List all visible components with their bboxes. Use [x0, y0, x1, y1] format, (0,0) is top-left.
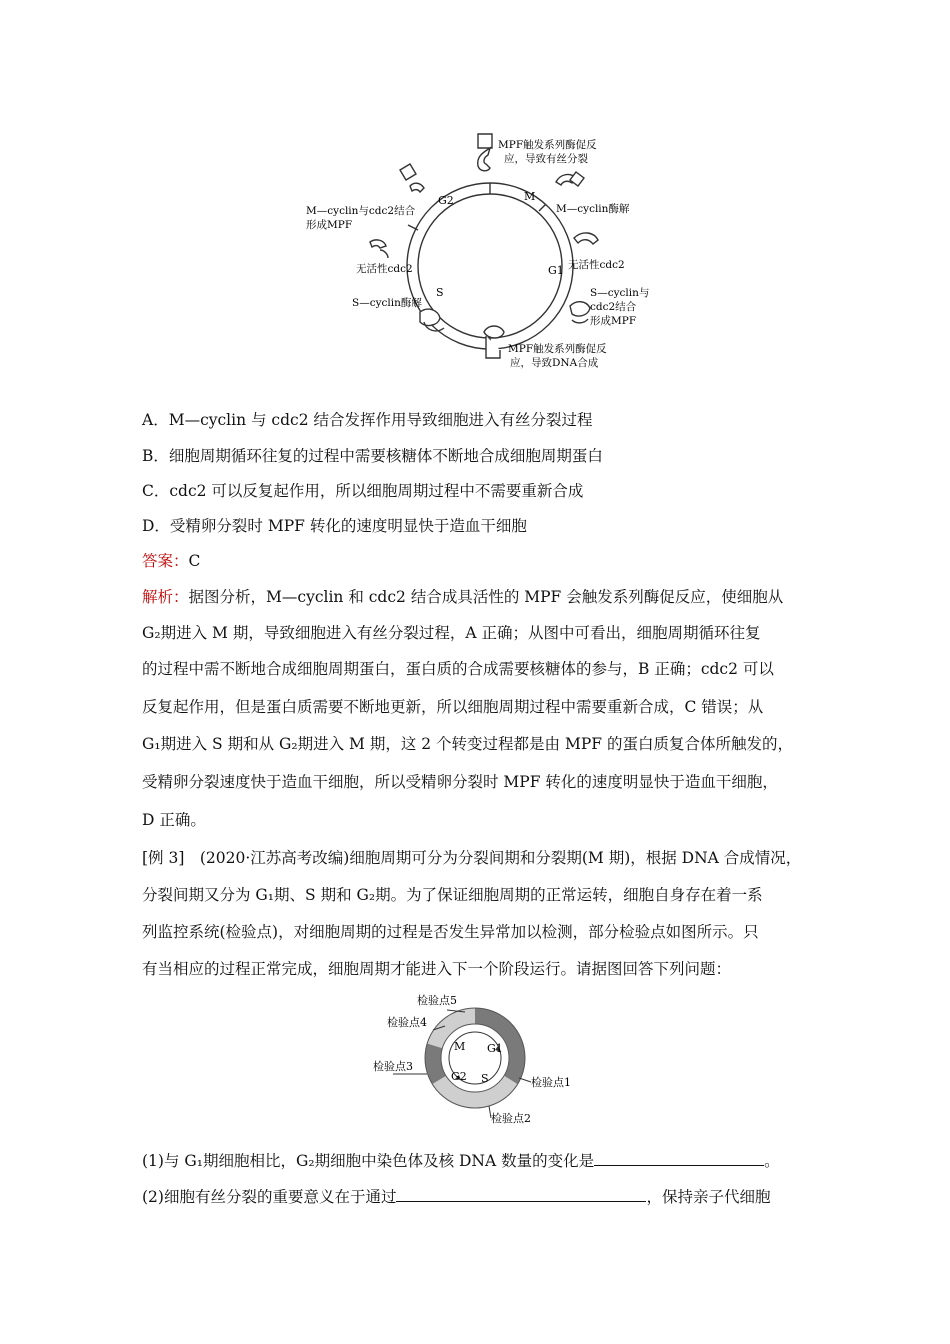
checkpoint-5: 检验点5 [417, 994, 457, 1007]
checkpoint-3: 检验点3 [373, 1060, 413, 1073]
phase-label-m: M [524, 190, 536, 203]
answer-value: C [188, 552, 201, 570]
anno-inactive-cdc2-right: 无活性cdc2 [568, 259, 625, 271]
analysis-label: 解析： [142, 588, 189, 606]
question-2 [142, 1187, 770, 1207]
analysis-line-6: 受精卵分裂速度快于造血干细胞，所以受精卵分裂时 MPF 转化的速度明显快于造血干细胞， [142, 773, 778, 791]
anno-mpf-dna-2: 应，导致DNA合成 [510, 357, 599, 369]
checkpoint-1: 检验点1 [531, 1076, 571, 1089]
figure-mpf-cycle [300, 126, 660, 376]
mpf-bottom-glyph [484, 326, 504, 358]
q1-end: 。 [764, 1152, 780, 1170]
phase-label-s: S [436, 286, 444, 299]
inactive-cdc2-right-glyph [574, 233, 598, 244]
option-a: A．M—cyclin 与 cdc2 结合发挥作用导致细胞进入有丝分裂过程 [142, 411, 593, 429]
example3-line-4: 有当相应的过程正常完成，细胞周期才能进入下一个阶段运行。请据图回答下列问题： [142, 960, 732, 978]
divider-right [539, 204, 546, 211]
anno-mpf-mitosis-1: MPF触发系列酶促反 [498, 139, 597, 151]
checkpoint-2: 检验点2 [491, 1112, 531, 1125]
option-d: D．受精卵分裂时 MPF 转化的速度明显快于造血干细胞 [142, 517, 527, 535]
analysis-line-5: G₁期进入 S 期和从 G₂期进入 M 期，这 2 个转变过程都是由 MPF 的蛋白质复合体所触发的， [142, 735, 793, 753]
figure-checkpoints [365, 990, 590, 1126]
pointer-cp1 [519, 1078, 531, 1082]
cp-phase-m: M [454, 1040, 466, 1053]
cp-phase-g1: G1 [487, 1042, 503, 1055]
anno-s-cyclin-degrade: S—cyclin酶解 [352, 297, 422, 309]
phase-label-g2: G2 [438, 194, 454, 207]
option-b: B．细胞周期循环往复的过程中需要核糖体不断地合成细胞周期蛋白 [142, 447, 603, 465]
m-cyclin-bind-glyph [400, 164, 424, 192]
s-cyclin-degrade-glyph [420, 309, 444, 331]
anno-m-cyclin-bind-2: 形成MPF [306, 219, 353, 231]
q2-text: (2)细胞有丝分裂的重要意义在于通过 [142, 1188, 397, 1206]
example3-line-1: [例 3] (2020·江苏高考改编)细胞周期可分为分裂间期和分裂期(M 期)，根据 DNA 合成情况， [142, 849, 802, 867]
mpf-top-glyph [478, 134, 492, 171]
q2-answer-blank[interactable] [396, 1187, 646, 1202]
anno-s-cyclin-bind-3: 形成MPF [590, 315, 637, 327]
anno-mpf-dna-1: MPF触发系列酶促反 [508, 343, 607, 355]
anno-m-cyclin-bind-1: M—cyclin与cdc2结合 [306, 205, 416, 217]
cp-phase-s: S [481, 1072, 489, 1085]
inactive-cdc2-left-glyph [370, 240, 388, 258]
option-c: C．cdc2 可以反复起作用，所以细胞周期过程中不需要重新合成 [142, 482, 584, 500]
anno-s-cyclin-bind-2: cdc2结合 [590, 301, 637, 313]
analysis-line-1 [142, 587, 783, 607]
cp-phase-g2: G2 [451, 1070, 467, 1083]
answer-label: 答案： [142, 552, 189, 570]
anno-mpf-mitosis-2: 应，导致有丝分裂 [504, 153, 588, 165]
analysis-line-7: D 正确。 [142, 811, 206, 829]
question-1 [142, 1151, 780, 1171]
analysis-text-1: 据图分析，M—cyclin 和 cdc2 结合成具活性的 MPF 会触发系列酶促反应，使细胞从 [188, 588, 784, 606]
s-cyclin-bind-glyph [570, 302, 590, 323]
phase-label-g1: G1 [548, 264, 564, 277]
example3-line-2: 分裂间期又分为 G₁期、S 期和 G₂期。为了保证细胞周期的正常运转，细胞自身存在着一系 [142, 886, 763, 904]
ring-g2-arc [433, 1046, 439, 1080]
analysis-line-4: 反复起作用，但是蛋白质需要不断地更新，所以细胞周期过程中需要重新合成，C 错误；从 [142, 698, 764, 716]
analysis-line-2: G₂期进入 M 期，导致细胞进入有丝分裂过程，A 正确；从图中可看出，细胞周期循环往复 [142, 624, 761, 642]
answer-line [142, 551, 200, 571]
m-cyclin-degrade-glyph [556, 172, 584, 186]
anno-inactive-cdc2-left: 无活性cdc2 [356, 263, 413, 275]
analysis-line-3: 的过程中需不断地合成细胞周期蛋白，蛋白质的合成需要核糖体的参与，B 正确；cdc2 可以 [142, 660, 774, 678]
checkpoint-4: 检验点4 [387, 1016, 427, 1029]
anno-m-cyclin-degrade: M—cyclin酶解 [556, 203, 630, 215]
anno-s-cyclin-bind-1: S—cyclin与 [590, 287, 650, 299]
q2-end: ，保持亲子代细胞 [646, 1188, 771, 1206]
q1-text: (1)与 G₁期细胞相比，G₂期细胞中染色体及核 DNA 数量的变化是 [142, 1152, 595, 1170]
example3-line-3: 列监控系统(检验点)，对细胞周期的过程是否发生异常加以检测，部分检验点如图所示。只 [142, 923, 759, 941]
q1-answer-blank[interactable] [594, 1151, 764, 1166]
